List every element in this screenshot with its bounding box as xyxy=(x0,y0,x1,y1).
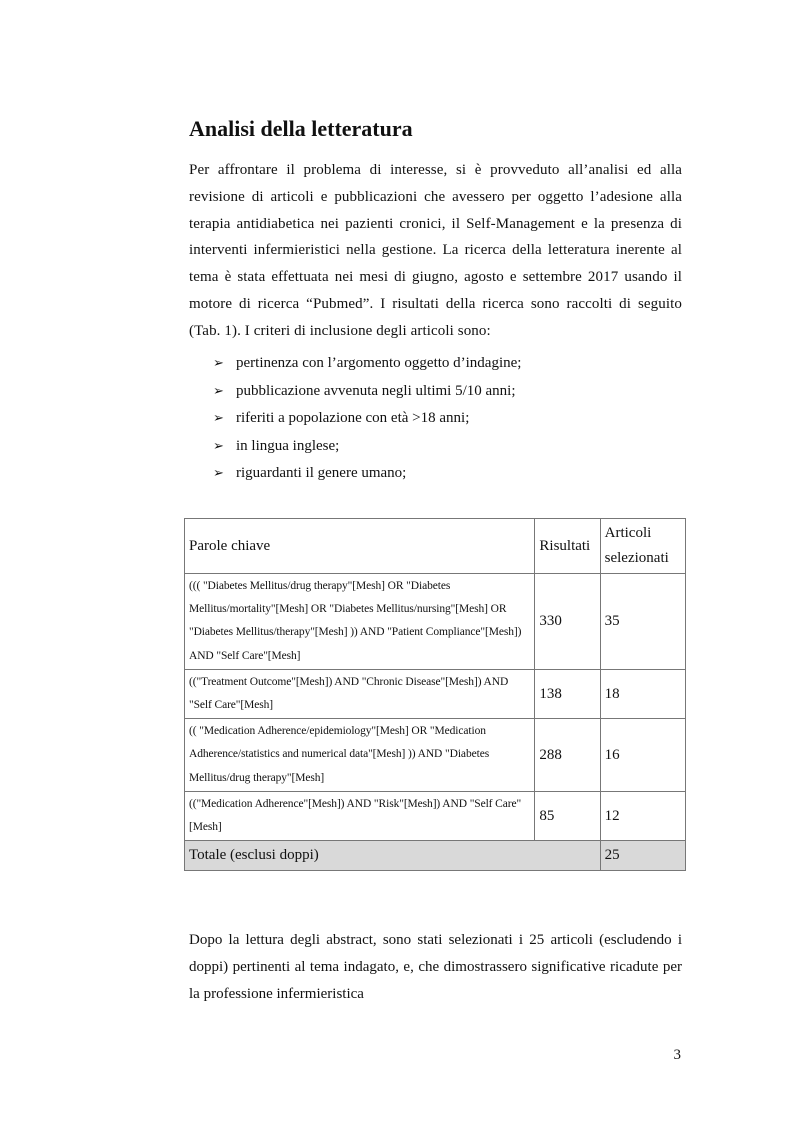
page-number: 3 xyxy=(673,1047,681,1063)
list-item xyxy=(213,405,521,433)
arrow-bullet-icon: ➢ xyxy=(213,356,224,371)
results-cell: 138 xyxy=(535,669,600,718)
results-cell: 85 xyxy=(535,791,600,840)
keywords-cell: (("Medication Adherence"[Mesh]) AND "Risk"[Mesh]) AND "Self Care"[Mesh] xyxy=(185,791,535,840)
list-item xyxy=(213,433,521,461)
keywords-cell: ((( "Diabetes Mellitus/drug therapy"[Mesh] OR "Diabetes Mellitus/mortality"[Mesh] OR "Diabetes Mellitus/nursing"[Mesh] OR "Diabetes Mellitus/therapy"[Mesh] )) AND "Patient Compliance"[Mesh]) AND "Self Care"[Mesh] xyxy=(185,574,535,670)
list-item xyxy=(213,350,521,378)
page-title: Analisi della letteratura xyxy=(189,116,413,141)
table-row xyxy=(185,669,686,718)
results-cell: 330 xyxy=(535,574,600,670)
list-item xyxy=(213,378,521,406)
criterion-text: pubblicazione avvenuta negli ultimi 5/10 anni; xyxy=(236,382,516,399)
criterion-text: in lingua inglese; xyxy=(236,437,340,454)
arrow-bullet-icon: ➢ xyxy=(213,411,224,427)
inclusion-criteria-list xyxy=(213,350,521,488)
list-item xyxy=(213,460,521,488)
selected-cell: 35 xyxy=(600,574,685,670)
table-row xyxy=(185,791,686,840)
total-label-cell: Totale (esclusi doppi) xyxy=(185,841,601,871)
table-row xyxy=(185,574,686,670)
criterion-text: riferiti a popolazione con età >18 anni; xyxy=(236,410,470,427)
keywords-cell: (( "Medication Adherence/epidemiology"[Mesh] OR "Medication Adherence/statistics and numerical data"[Mesh] )) AND "Diabetes Mellitus/drug therapy"[Mesh] xyxy=(185,719,535,792)
results-cell: 288 xyxy=(535,719,600,792)
outro-paragraph: Dopo la lettura degli abstract, sono stati selezionati i 25 articoli (escludendo i doppi) pertinenti al tema indagato, e, che dimostrassero significative ricadute per la professione infermieristica xyxy=(189,932,682,1002)
header-results: Risultati xyxy=(535,519,600,574)
total-value-cell: 25 xyxy=(600,841,685,871)
literature-search-table xyxy=(184,518,686,871)
criterion-text: riguardanti il genere umano; xyxy=(236,465,407,482)
arrow-bullet-icon: ➢ xyxy=(213,383,224,399)
keywords-cell: (("Treatment Outcome"[Mesh]) AND "Chronic Disease"[Mesh]) AND "Self Care"[Mesh] xyxy=(185,669,535,718)
arrow-bullet-icon: ➢ xyxy=(213,438,224,454)
table-total-row xyxy=(185,841,686,871)
selected-cell: 16 xyxy=(600,719,685,792)
criterion-text: pertinenza con l’argomento oggetto d’indagine; xyxy=(236,355,522,371)
header-selected: Articoli selezionati xyxy=(600,519,685,574)
table-row xyxy=(185,719,686,792)
intro-paragraph: Per affrontare il problema di interesse, si è provveduto all’analisi ed alla revisione di articoli e pubblicazioni che avessero per oggetto l’adesione alla terapia antidiabetica nei pazienti cronici, il Self-Management e la presenza di interventi infermieristici nella gestione. La ricerca della letteratura inerente al tema è stata effettuata nei mesi di giugno, agosto e settembre 2017 usando il motore di ricerca “Pubmed”. I risultati della ricerca sono raccolti di seguito (Tab. 1). I criteri di inclusione degli articoli sono: xyxy=(189,162,682,339)
header-keywords: Parole chiave xyxy=(185,519,535,574)
arrow-bullet-icon: ➢ xyxy=(213,466,224,482)
selected-cell: 18 xyxy=(600,669,685,718)
selected-cell: 12 xyxy=(600,791,685,840)
table-header-row xyxy=(185,519,686,574)
